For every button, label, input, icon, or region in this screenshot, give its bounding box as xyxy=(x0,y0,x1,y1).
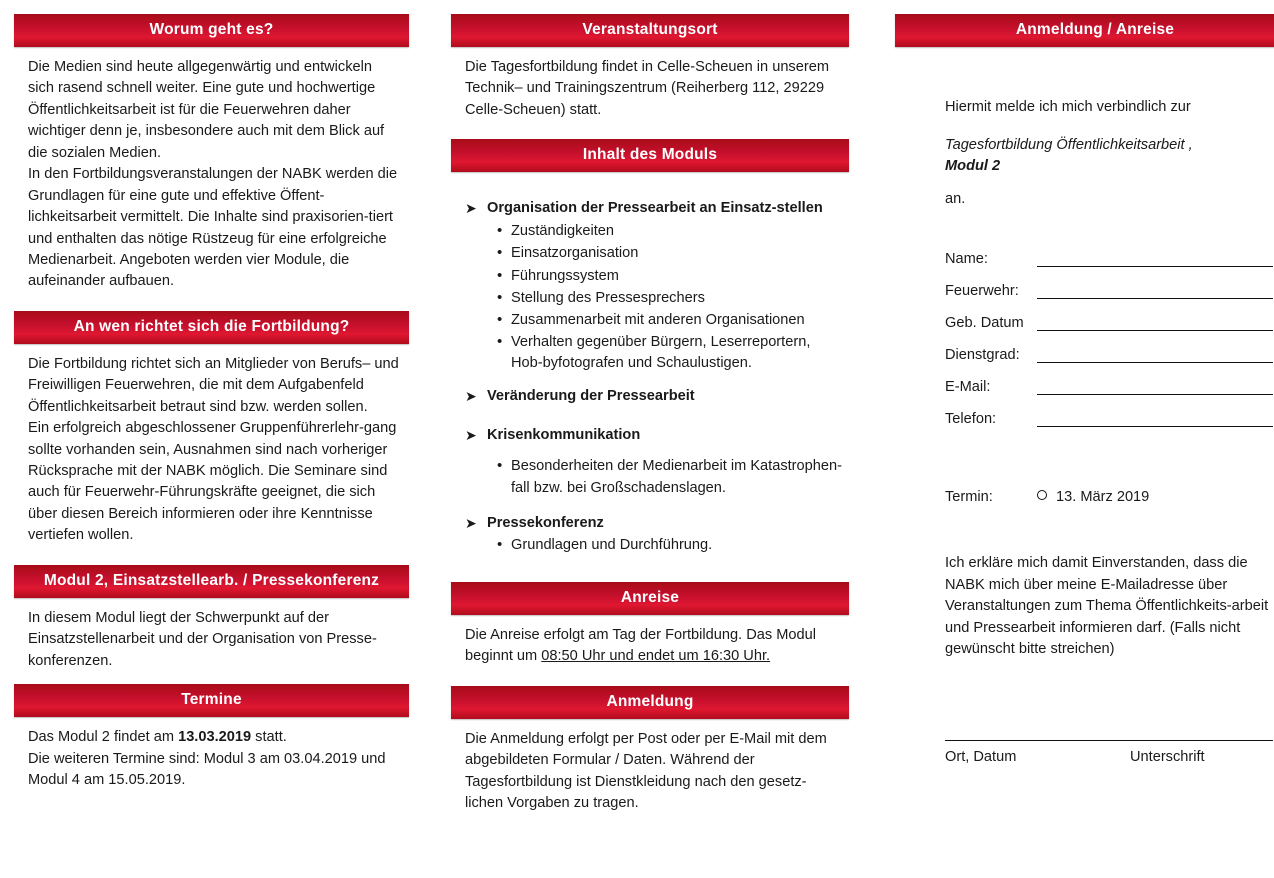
section-heading-anreise: Anreise xyxy=(451,582,849,615)
paragraph: Die Anmeldung erfolgt per Post oder per E-Mail mit dem abgebildeten Formular / Daten. Während der Tagesfortbildung ist Dienstkleidung nach den gesetz-lichen Vorgaben zu tragen. xyxy=(465,730,827,812)
field-label: Dienstgrad: xyxy=(945,347,1020,364)
termin-option-label: 13. März 2019 xyxy=(1056,489,1150,506)
geburtsdatum-input[interactable] xyxy=(1037,311,1273,331)
section-body-zielgruppe xyxy=(14,354,409,547)
paragraph: Die Fortbildung richtet sich an Mitglieder von Berufs– und Freiwilligen Feuerwehren, die mit dem Aufgabenfeld Öffentlichkeitsarbeit betraut sind bzw. werden sollen. xyxy=(28,355,399,415)
termine-suffix: statt. xyxy=(251,729,287,746)
arrow-bullet-icon: ➤ xyxy=(465,427,477,444)
section-body-anmeldung xyxy=(451,729,849,815)
arrow-bullet-icon: ➤ xyxy=(465,200,477,217)
form-course-title xyxy=(895,135,1274,177)
list-item: • Verhalten gegenüber Bürgern, Leserreportern, Hob-byfotografen und Schaulustigen. xyxy=(497,332,843,374)
form-intro-text: Hiermit melde ich mich verbindlich zur xyxy=(945,99,1191,115)
content-group-title-text: Pressekonferenz xyxy=(487,514,604,531)
field-label: Name: xyxy=(945,251,988,268)
termine-line-1 xyxy=(28,727,401,748)
paragraph: In den Fortbildungsveranstalungen der NABK werden die Grundlagen für eine gute und effektive Öffent-lichkeitsarbeit vermittelt. Die Inhalte sind praxisorien-tiert und enthalten das nötige Rüstzeug für eine erfolgreiche Medienarbeit. Angeboten werden vier Module, die aufeinander aufbauen. xyxy=(28,166,398,290)
form-fields xyxy=(895,235,1274,427)
section-body-worum-geht-es xyxy=(14,57,409,293)
content-group-title-text: Organisation der Pressearbeit an Einsatz-stellen xyxy=(487,200,823,217)
termine-line-2: Die weiteren Termine sind: Modul 3 am 03.04.2019 und Modul 4 am 15.05.2019. xyxy=(28,750,386,788)
content-group-title-text: Krisenkommunikation xyxy=(487,427,641,444)
content-group-list xyxy=(451,535,849,556)
form-termin-row[interactable] xyxy=(895,489,1274,505)
paragraph xyxy=(465,625,841,668)
content-group-title-text: Veränderung der Pressearbeit xyxy=(487,388,695,405)
form-field-dienstgrad[interactable] xyxy=(945,331,1274,363)
section-heading-veranstaltungsort: Veranstaltungsort xyxy=(451,14,849,47)
section-heading-anmeldung-anreise: Anmeldung / Anreise xyxy=(895,14,1274,47)
content-group-list xyxy=(451,221,849,374)
right-column xyxy=(895,14,1274,878)
field-label: Feuerwehr: xyxy=(945,283,1019,300)
spacer xyxy=(451,182,849,200)
section-body-modul-2 xyxy=(14,608,409,672)
form-field-telefon[interactable] xyxy=(945,395,1274,427)
left-column xyxy=(14,14,409,878)
name-input[interactable] xyxy=(1037,247,1273,267)
content-group-title xyxy=(451,388,849,405)
form-field-geb-datum[interactable] xyxy=(945,299,1274,331)
termine-date: 13.03.2019 xyxy=(178,729,252,746)
radio-circle-icon[interactable] xyxy=(1037,490,1047,500)
termine-prefix: Das Modul 2 findet am xyxy=(28,729,179,746)
email-input[interactable] xyxy=(1037,375,1273,395)
termin-option[interactable] xyxy=(1037,489,1149,505)
form-field-feuerwehr[interactable] xyxy=(945,267,1274,299)
feuerwehr-input[interactable] xyxy=(1037,279,1273,299)
course-title-line-1: Tagesfortbildung Öffentlichkeitsarbeit , xyxy=(945,136,1193,153)
paragraph: Die Medien sind heute allgegenwärtig und entwickeln sich rasend schnell weiter. Eine gute und hochwertige Öffentlichkeitsarbeit ist für die Feuerwehren daher wichtiger denn je, insbesondere auch mit dem Blick auf die sozialen Medien. xyxy=(28,59,385,161)
termin-label: Termin: xyxy=(945,489,993,506)
form-field-name[interactable] xyxy=(945,235,1274,267)
section-heading-anmeldung: Anmeldung xyxy=(451,686,849,719)
section-heading-termine: Termine xyxy=(14,684,409,717)
list-item: • Stellung des Pressesprechers xyxy=(497,288,843,309)
field-label: E-Mail: xyxy=(945,379,991,396)
list-item: • Grundlagen und Durchführung. xyxy=(497,535,843,556)
signature-line[interactable] xyxy=(945,740,1273,741)
section-heading-inhalt: Inhalt des Moduls xyxy=(451,139,849,172)
signature-label-ort-datum: Ort, Datum xyxy=(945,749,1017,766)
section-body-termine xyxy=(14,727,409,791)
field-label: Telefon: xyxy=(945,411,997,428)
middle-column xyxy=(451,14,849,878)
field-label: Geb. Datum xyxy=(945,315,1024,332)
course-title-line-2: Modul 2 xyxy=(945,158,1001,175)
section-heading-zielgruppe: An wen richtet sich die Fortbildung? xyxy=(14,311,409,344)
signature-block xyxy=(895,740,1274,765)
content-group-title xyxy=(451,200,849,217)
arrow-bullet-icon: ➤ xyxy=(465,388,477,405)
list-item: • Einsatzorganisation xyxy=(497,243,843,264)
arrow-bullet-icon: ➤ xyxy=(465,514,477,531)
list-item: • Führungssystem xyxy=(497,266,843,287)
anreise-text: Die Anreise erfolgt am Tag der Fortbildung. Das Modul beginnt um xyxy=(465,626,816,665)
content-group-title xyxy=(451,427,849,444)
paragraph: Die Tagesfortbildung findet in Celle-Scheuen in unserem Technik– und Trainingszentrum (Reiherberg 112, 29229 Celle-Scheuen) statt. xyxy=(465,59,829,118)
list-item: • Zuständigkeiten xyxy=(497,221,843,242)
dienstgrad-input[interactable] xyxy=(1037,343,1273,363)
paragraph: In diesem Modul liegt der Schwerpunkt auf der Einsatzstellenarbeit und der Organisation von Presse-konferenzen. xyxy=(28,609,377,669)
form-an-text: an. xyxy=(945,191,966,208)
section-heading-worum-geht-es: Worum geht es? xyxy=(14,14,409,47)
list-item: • Zusammenarbeit mit anderen Organisationen xyxy=(497,310,843,331)
paragraph: Ein erfolgreich abgeschlossener Gruppenführerlehr-gang sollte vorhanden sein, Ausnahmen sind nach vorheriger Rücksprache mit der NABK möglich. Die Seminare sind auch für Feuerwehr-Führungskräfte geeignet, die sich über diesen Bereich informieren oder ihre Kenntnisse vertiefen wollen. xyxy=(28,420,397,544)
list-item: • Besonderheiten der Medienarbeit im Katastrophen-fall bzw. bei Großschadenslagen. xyxy=(497,456,843,498)
signature-labels xyxy=(945,749,1273,765)
signature-label-unterschrift: Unterschrift xyxy=(1130,749,1205,766)
section-body-anreise xyxy=(451,625,849,668)
content-group-title xyxy=(451,515,849,532)
form-field-email[interactable] xyxy=(945,363,1274,395)
content-group-list xyxy=(451,456,849,498)
consent-text: Ich erkläre mich damit Einverstanden, dass die NABK mich über meine E-Mailadresse über Veranstaltungen zum Thema Öffentlichkeits-arbeit und Pressearbeit informieren darf. (Falls nicht gewünscht bitte streichen) xyxy=(945,555,1269,657)
section-body-veranstaltungsort xyxy=(451,57,849,121)
anreise-times: 08:50 Uhr und endet um 16:30 Uhr. xyxy=(541,648,771,665)
section-heading-modul-2: Modul 2, Einsatzstellearb. / Pressekonferenz xyxy=(14,565,409,598)
telefon-input[interactable] xyxy=(1037,407,1273,427)
